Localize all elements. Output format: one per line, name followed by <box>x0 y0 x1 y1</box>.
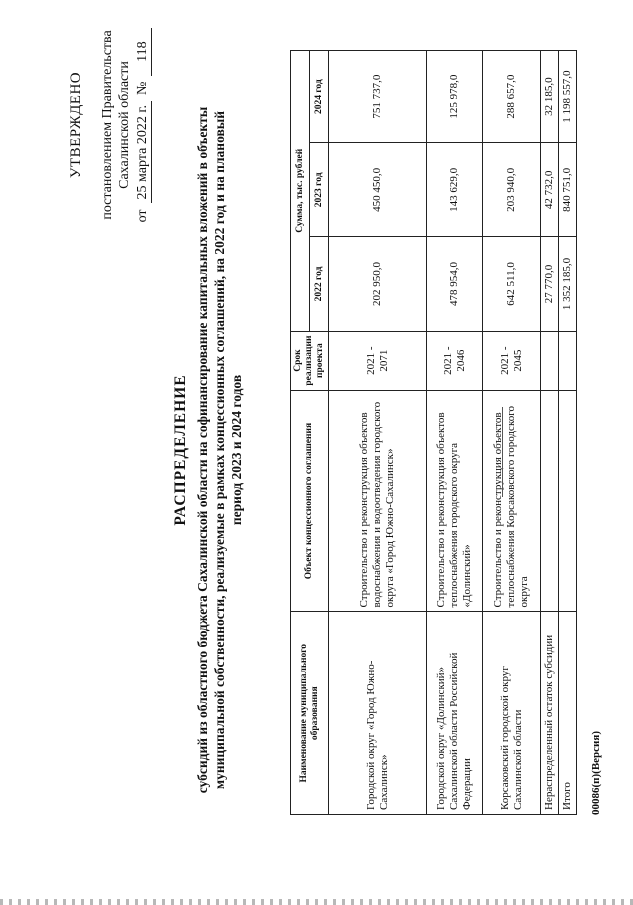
scan-edge-artifact <box>0 899 633 905</box>
approval-number: 118 <box>134 28 152 76</box>
cell-2024: 1 198 557,0 <box>559 51 577 143</box>
cell-2023: 203 940,0 <box>483 143 541 237</box>
header-year-2023: 2023 год <box>310 143 329 237</box>
table-row <box>541 51 559 815</box>
cell-object <box>559 390 577 612</box>
cell-2023: 143 629,0 <box>427 143 483 237</box>
cell-object: Строительство и реконструкция объектов теплоснабжения Корсаковского городского округа <box>483 390 541 612</box>
cell-municipality: Итого <box>559 612 577 815</box>
table-row-total <box>559 51 577 815</box>
cell-2022: 1 352 185,0 <box>559 237 577 331</box>
cell-object: Строительство и реконструкция объектов водоснабжения и водоотведения городского округа «Город Южно-Сахалинск» <box>329 390 427 612</box>
cell-period: 2021 - 2045 <box>483 331 541 390</box>
cell-2024: 751 737,0 <box>329 51 427 143</box>
cell-2022: 478 954,0 <box>427 237 483 331</box>
header-year-2024: 2024 год <box>310 51 329 143</box>
cell-2022: 642 511,0 <box>483 237 541 331</box>
approval-date-prefix: от <box>135 209 150 223</box>
table-row <box>329 51 427 815</box>
distribution-table <box>290 50 577 815</box>
cell-period: 2021 - 2046 <box>427 331 483 390</box>
cell-2022: 27 770,0 <box>541 237 559 331</box>
cell-period <box>559 331 577 390</box>
document-version-footer: 00086(п)(Версия) <box>590 731 602 815</box>
header-year-2022: 2022 год <box>310 237 329 331</box>
table-row <box>483 51 541 815</box>
cell-2024: 125 978,0 <box>427 51 483 143</box>
table-row <box>427 51 483 815</box>
cell-2022: 202 950,0 <box>329 237 427 331</box>
cell-municipality: Городской округ «Город Южно-Сахалинск» <box>329 612 427 815</box>
header-object: Объект концессионного соглашения <box>291 390 329 612</box>
approval-line-2: Сахалинской области <box>117 61 132 189</box>
approval-line-1: постановлением Правительства <box>100 30 115 220</box>
cell-2023: 450 450,0 <box>329 143 427 237</box>
header-municipality: Наименование муниципального образования <box>291 612 329 815</box>
separator-line <box>502 407 503 497</box>
document-subtitle: субсидий из областного бюджета Сахалинской области на софинансирование капитальных вложений в объекты муниципальной собственности, реализуемые в рамках концессионных соглашений, на 2022 год и на плановый период 2023 и 2024 годов <box>195 106 244 794</box>
cell-2024: 288 657,0 <box>483 51 541 143</box>
approval-stamp <box>68 5 152 245</box>
approval-heading: УТВЕРЖДЕНО <box>68 71 84 179</box>
cell-period: 2021 - 2071 <box>329 331 427 390</box>
cell-2024: 32 185,0 <box>541 51 559 143</box>
header-period: Срок реализации проекта <box>291 331 329 390</box>
cell-object <box>541 390 559 612</box>
cell-period <box>541 331 559 390</box>
cell-2023: 42 732,0 <box>541 143 559 237</box>
cell-municipality: Нераспределенный остаток субсидии <box>541 612 559 815</box>
cell-municipality: Корсаковский городской округ Сахалинской области <box>483 612 541 815</box>
approval-date-row <box>134 5 152 245</box>
cell-object: Строительство и реконструкция объектов теплоснабжения городского округа «Долинский» <box>427 390 483 612</box>
cell-municipality: Городской округ «Долинский» Сахалинской области Российской Федерации <box>427 612 483 815</box>
cell-2023: 840 751,0 <box>559 143 577 237</box>
header-sum-group: Сумма, тыс. рублей <box>291 51 310 332</box>
document-title: РАСПРЕДЕЛЕНИЕ <box>172 374 189 526</box>
approval-date: 25 марта 2022 г. <box>134 101 152 203</box>
approval-number-sign: № <box>135 81 150 95</box>
